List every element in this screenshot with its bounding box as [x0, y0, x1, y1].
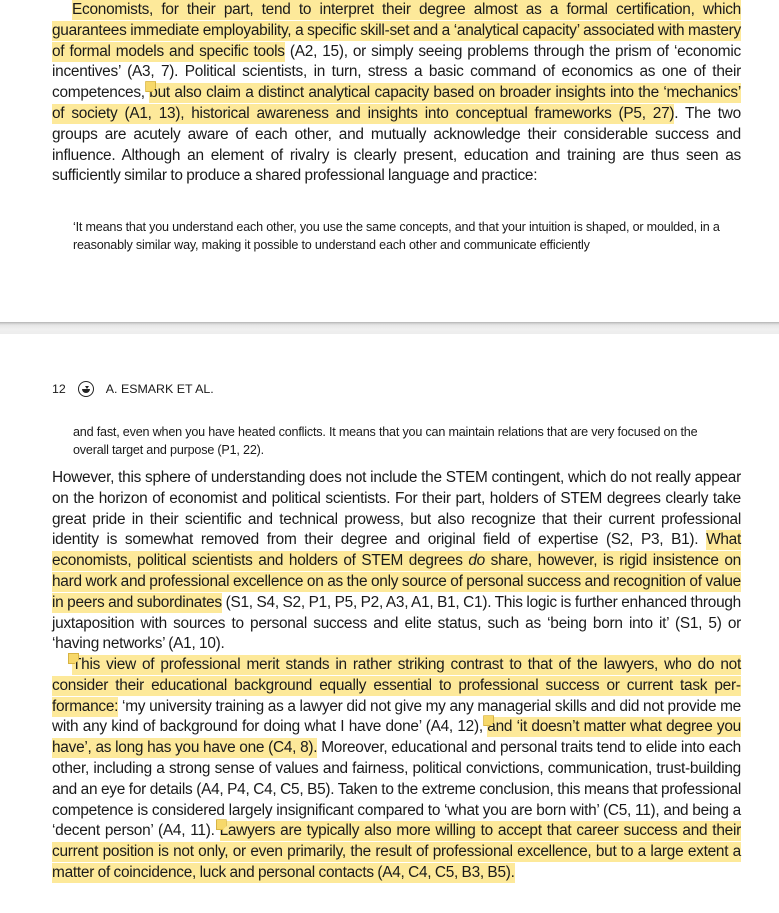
highlight-annotation[interactable]: and ‘it doesn’t matter what degree you have’, as long has you have one (C4, 8). [52, 718, 741, 757]
block-quote-end: and fast, even when you have heated conflicts. It means that you can maintain relations that are very focused on the overall target and purpose (P1, 22). [73, 425, 698, 458]
highlight-annotation[interactable]: What economists, political scientists and holders of STEM degrees [52, 531, 741, 570]
pdf-page-12 [0, 334, 779, 913]
text-run: Moreover, educational and personal traits tend to elide into each other, including a strong sense of values and fairness, political convictions, communication, trust-building and an eye for details (A4, P4, C4, C5, B5). Taken to the extreme conclusion, this means that professional competence is considered largely insignificant compared to ‘what you are born with’ (C5, 11), and being a ‘decent person’ (A4, 11). [52, 739, 741, 840]
running-header [52, 381, 214, 397]
running-head-authors: A. ESMARK ET AL. [105, 382, 214, 396]
highlight-annotation[interactable]: Lawyers are typically also more willing to accept that career success and their current position is not only, or even primarily, the result of professional excellence, but to a large extent a matter of coincidence, luck and personal contacts (A4, C4, C5, B3, B5). [52, 822, 741, 881]
highlight-annotation-italic[interactable]: do [468, 552, 485, 570]
page-number: 12 [52, 382, 66, 396]
highlight-annotation[interactable]: Economists, for their part, tend to interpret their degree almost as a formal certification, which guarantees immediate employability, a specific skill-set and a ‘analytical capacity’ associated with mastery of formal models and specific tools [52, 1, 741, 60]
text-run: ‘my university training as a lawyer did not give my any managerial skills and did not provide me with any kind of background for doing what I have done’ (A4, 12), [52, 697, 741, 736]
paragraph-stem [52, 468, 741, 655]
highlight-annotation[interactable]: but also claim a distinct analytical capacity based on broader insights into the ‘mechanics’ of society (A1, 13), historical awareness and insights into conceptual frameworks (P5, 27) [52, 84, 741, 122]
text-run: . The two groups are acutely aware of each other, and mutually acknowledge their considerable success and influence. Although an element of rivalry is clearly present, education and training are thus seen as sufficiently similar to produce a shared professional language and practice: [52, 104, 741, 185]
highlight-annotation[interactable]: This view of professional merit stands in rather striking contrast to that of the lawyers, who do not consider their educational background equally essential to professional success or current task performance: [52, 656, 741, 715]
block-quote-start: ‘It means that you understand each other, you use the same concepts, and that your intuition is shaped, or moulded, in a reasonably similar way, making it possible to understand each other and communicate efficiently [73, 220, 720, 253]
text-run: (A2, 15), or simply seeing problems through the prism of ‘economic incentives’ (A3, 7). Political scientists, in turn, stress a basic command of economics as one of their competences, [52, 42, 741, 102]
highlight-annotation[interactable]: share, however, is rigid insistence on hard work and professional excellence on as the only source of personal success and recognition of value in peers and subordinates [52, 552, 741, 611]
text-run: (S1, S4, S2, P1, P5, P2, A3, A1, B1, C1). This logic is further enhanced through juxtaposition with sources to personal success and elite status, such as ‘being born into it’ (S1, 5) or ‘having networks’ (A1, 10). [52, 593, 741, 653]
text-run: However, this sphere of understanding does not include the STEM contingent, which do not really appear on the horizon of economist and political scientists. For their part, holders of STEM degrees clearly take great pride in their scientific and technical prowess, but also recognize that their current professional identity is somewhat removed from their degree and original field of expertise (S2, P3, B1). [52, 469, 741, 549]
pdf-page-11 [0, 0, 779, 322]
publisher-logo-icon [78, 381, 94, 397]
paragraph-economists [52, 0, 741, 187]
paragraph-lawyers [52, 655, 741, 884]
